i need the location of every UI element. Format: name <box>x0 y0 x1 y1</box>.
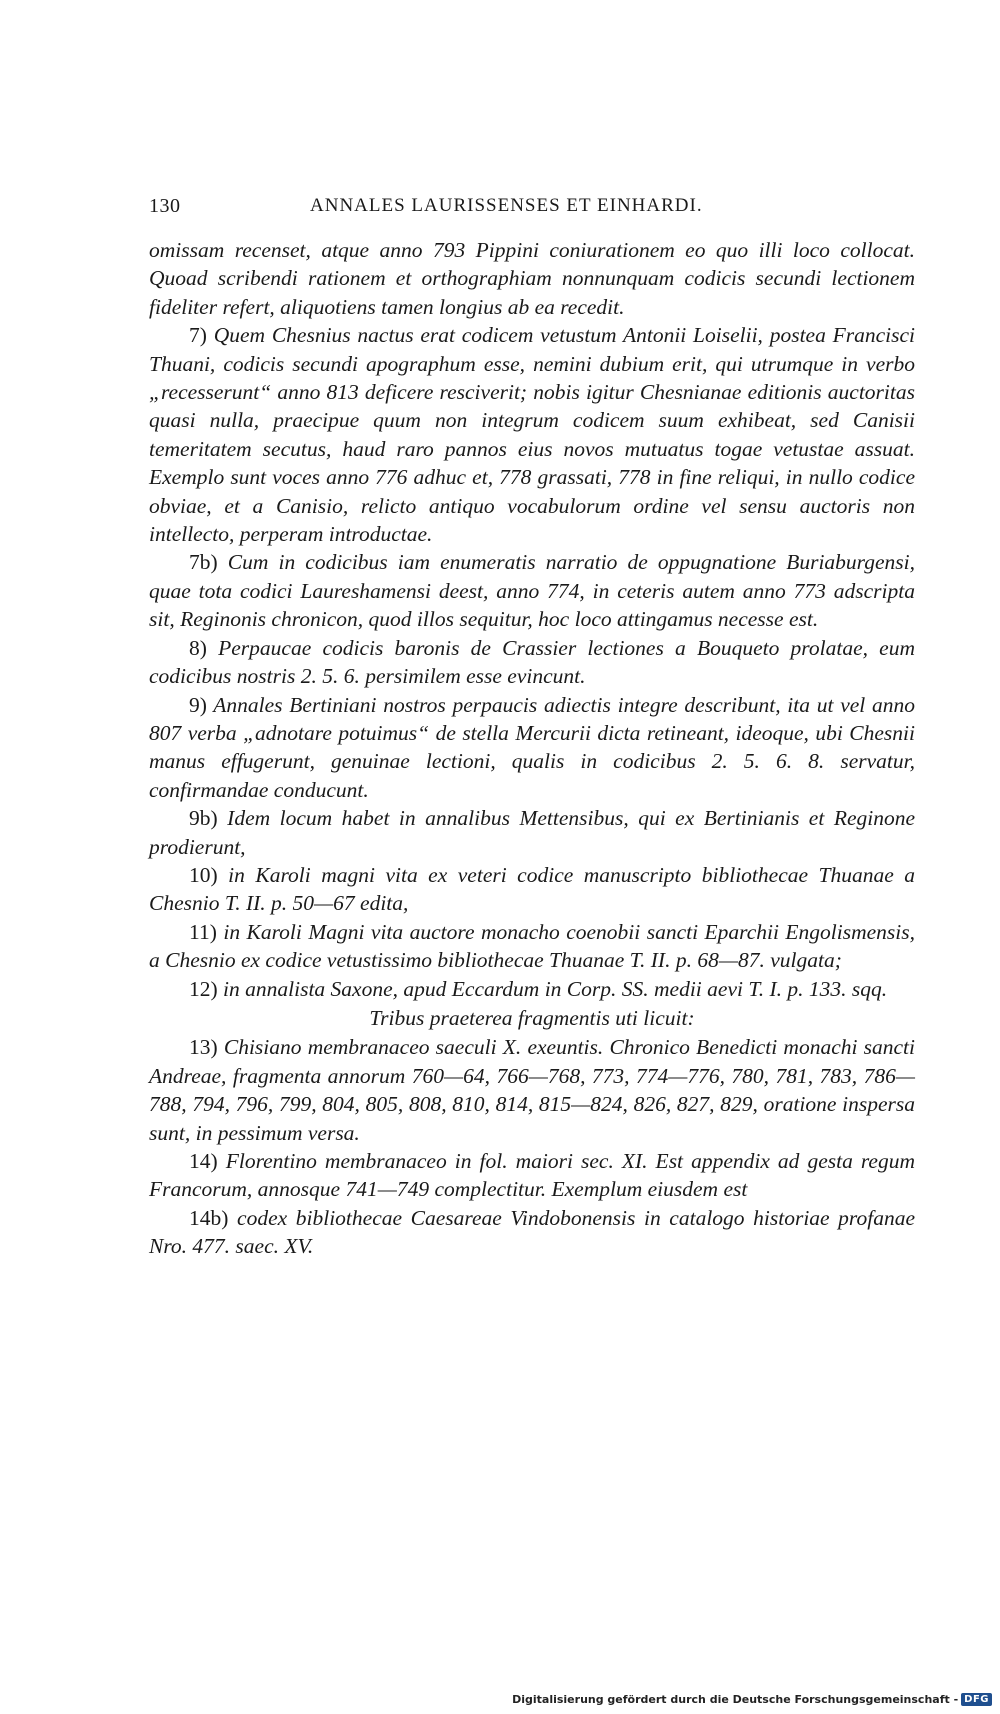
paragraph-text: Quem Chesnius nactus erat codicem vetustum Antonii Loiselii, postea Francisci Thuani, codicis secundi apographum esse, nemini dubium erit, qui utrumque in verbo „recesserunt“ anno 813 deficere resciverit; nobis igitur Chesnianae editionis auctoritas quasi nulla, praecipue quum non integrum codicem suum exhibeat, sed Canisii temeritatem secutus, haud raro pannos eius novos mutuatus togae vetustae assuat. Exemplo sunt voces anno 776 adhuc et, 778 grassati, 778 in fine reliqui, in nullo codice obviae, et a Canisio, relicto antiquo vocabulorum ordine vel sensu auctoris non intellecto, perperam introductae. <box>149 323 916 547</box>
paragraph-text: Perpaucae codicis baronis de Crassier lectiones a Bouqueto prolatae, eum codicibus nostris 2. 5. 6. persimilem esse evincunt. <box>149 635 916 689</box>
paragraph-number: 7) <box>189 323 207 348</box>
paragraph-text: Chisiano membranaceo saeculi X. exeuntis. Chronico Benedicti monachi sancti Andreae, fragmenta annorum 760—64, 766—768, 773, 774—776, 780, 781, 783, 786—788, 794, 796, 799, 804, 805, 808, 810, 814, 815—824, 826, 827, 829, oratione inspersa sunt, in pessimum versa. <box>149 1035 916 1145</box>
paragraph <box>149 691 915 805</box>
section-heading <box>149 1004 915 1032</box>
paragraph-number: 13) <box>189 1035 218 1060</box>
paragraph-text: Idem locum habet in annalibus Mettensibus, qui ex Bertinianis et Reginone prodierunt, <box>149 806 916 859</box>
page-number: 130 <box>149 195 181 217</box>
paragraph-number: 9b) <box>189 806 218 831</box>
paragraph <box>149 804 915 861</box>
paragraph-text: omissam recenset, atque anno 793 Pippini coniurationem eo quo illi loco collocat. Quoad scribendi rationem et orthographiam nonnunquam codicis secundi lectionem fideliter refert, aliquotiens tamen longius ab ea recedit. <box>149 238 915 319</box>
paragraph-text: Florentino membranaceo in fol. maiori sec. XI. Est appendix ad gesta regum Francorum, annosque 741—749 complectitur. Exemplum eiusdem est <box>149 1149 916 1202</box>
digitization-credit <box>512 1693 992 1706</box>
paragraph <box>149 861 915 918</box>
dfg-logo: DFG <box>961 1693 992 1706</box>
paragraph-number: 10) <box>189 862 218 887</box>
paragraph-number: 7b) <box>189 550 218 575</box>
paragraph-number: 12) <box>189 976 218 1001</box>
paragraph-text: Cum in codicibus iam enumeratis narratio de oppugnatione Buriaburgensi, quae tota codici Laureshamensi deest, anno 774, in ceteris autem anno 773 adscripta sit, Reginonis chronicon, quod illos sequitur, hoc loco attingamus necesse est. <box>149 550 916 632</box>
running-title: ANNALES LAURISSENSES ET EINHARDI. <box>310 195 703 216</box>
paragraph-text: in Karoli Magni vita auctore monacho coenobii sancti Eparchii Engolismensis, a Chesnio ex codice vetustissimo bibliothecae Thuanae T. II. p. 68—87. vulgata; <box>149 919 916 973</box>
paragraph-text: codex bibliothecae Caesareae Vindobonensis in catalogo historiae profanae Nro. 477. saec. XV. <box>149 1205 916 1259</box>
paragraph <box>149 1204 915 1261</box>
paragraph <box>149 634 915 691</box>
paragraph-text: Tribus praeterea fragmentis uti licuit: <box>369 1005 695 1030</box>
credit-text: Digitalisierung gefördert durch die Deutsche Forschungsgemeinschaft - <box>512 1693 959 1706</box>
paragraph-text: Annales Bertiniani nostros perpaucis adiectis integre describunt, ita ut vel anno 807 verba „adnotare potuimus“ de stella Mercurii dicta retineant, ideoque, ubi Chesnii manus effugerunt, genuinae lectioni, qualis in codicibus 2. 5. 6. 8. servatur, confirmandae conducunt. <box>149 692 915 802</box>
paragraph <box>149 321 915 548</box>
paragraph <box>149 1147 915 1204</box>
paragraph <box>149 548 915 633</box>
paragraph-number: 14b) <box>189 1205 229 1230</box>
paragraph-number: 14) <box>189 1149 218 1173</box>
paragraph-text: in annalista Saxone, apud Eccardum in Corp. SS. medii aevi T. I. p. 133. sqq. <box>223 976 888 1001</box>
paragraph <box>149 1033 915 1147</box>
body-text <box>149 236 915 1261</box>
paragraph-text: in Karoli magni vita ex veteri codice manuscripto bibliothecae Thuanae a Chesnio T. II. p. 50—67 edita, <box>149 862 915 916</box>
paragraph-number: 9) <box>189 692 207 717</box>
paragraph <box>149 236 915 321</box>
paragraph <box>149 975 915 1003</box>
paragraph <box>149 918 915 975</box>
paragraph-number: 8) <box>189 635 207 660</box>
paragraph-number: 11) <box>189 919 217 944</box>
